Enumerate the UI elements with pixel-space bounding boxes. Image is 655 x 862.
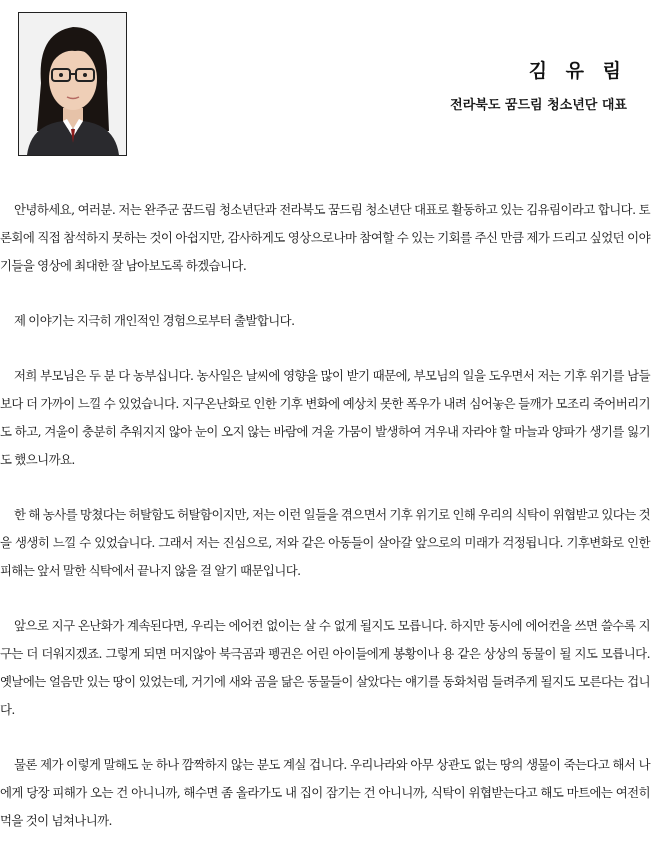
paragraph-5: 앞으로 지구 온난화가 계속된다면, 우리는 에어컨 없이는 살 수 없게 될지도 모릅니다. 하지만 동시에 에어컨을 쓰면 쓸수록 지구는 더 더워지겠죠. 그렇게 되면 머지않아 북극곰과 펭귄은 어린 아이들에게 봉황이나 용 같은 상상의 동물이 될 지도 모릅니다. 옛날에는 얼음만 있는 땅이 있었는데, 거기에 새와 곰을 닮은 동물들이 살았다는 얘기를 동화처럼 들려주게 될지도 모른다는 겁니다.: [0, 618, 650, 717]
speaker-name: 김 유 림: [528, 60, 627, 82]
paragraph-6: 물론 제가 이렇게 말해도 눈 하나 깜짝하지 않는 분도 계실 겁니다. 우리나라와 아무 상관도 없는 땅의 생물이 죽는다고 해서 나에게 당장 피해가 오는 건 아니니까, 해수면 좀 올라가도 내 집이 잠기는 건 아니니까, 식탁이 위협받는다고 해도 마트에는 여전히 먹을 것이 넘쳐나니까.: [0, 757, 650, 828]
portrait-image: [19, 13, 126, 155]
paragraph-3: 저희 부모님은 두 분 다 농부십니다. 농사일은 날씨에 영향을 많이 받기 때문에, 부모님의 일을 도우면서 저는 기후 위기를 남들보다 더 가까이 느낄 수 있었습니다. 지구온난화로 인한 기후 변화에 예상치 못한 폭우가 내려 심어놓은 들깨가 모조리 죽어버리기도 하고, 겨울이 충분히 추워지지 않아 눈이 오지 않는 바람에 겨울 가뭄이 발생하여 겨우내 자라야 할 마늘과 양파가 생기를 잃기도 했으니까요.: [0, 368, 650, 467]
speech-body: [0, 196, 650, 862]
paragraph-1: 안녕하세요, 여러분. 저는 완주군 꿈드림 청소년단과 전라북도 꿈드림 청소년단 대표로 활동하고 있는 김유림이라고 합니다. 토론회에 직접 참석하지 못하는 것이 아쉽지만, 감사하게도 영상으로나마 참여할 수 있는 기회를 주신 만큼 제가 드리고 싶었던 이야기들을 영상에 최대한 잘 남아보도록 하겠습니다.: [0, 202, 650, 273]
profile-photo: [18, 12, 127, 156]
paragraph-4: 한 해 농사를 망쳤다는 허탈함도 허탈함이지만, 저는 이런 일들을 겪으면서 기후 위기로 인해 우리의 식탁이 위협받고 있다는 것을 생생히 느낄 수 있었습니다. 그래서 저는 진심으로, 저와 같은 아동들이 살아갈 앞으로의 미래가 걱정됩니다. 기후변화로 인한 피해는 앞서 말한 식탁에서 끝나지 않을 걸 알기 때문입니다.: [0, 507, 650, 578]
paragraph-2: 제 이야기는 지극히 개인적인 경험으로부터 출발합니다.: [14, 313, 295, 328]
speaker-title: 전라북도 꿈드림 청소년단 대표: [450, 98, 627, 113]
